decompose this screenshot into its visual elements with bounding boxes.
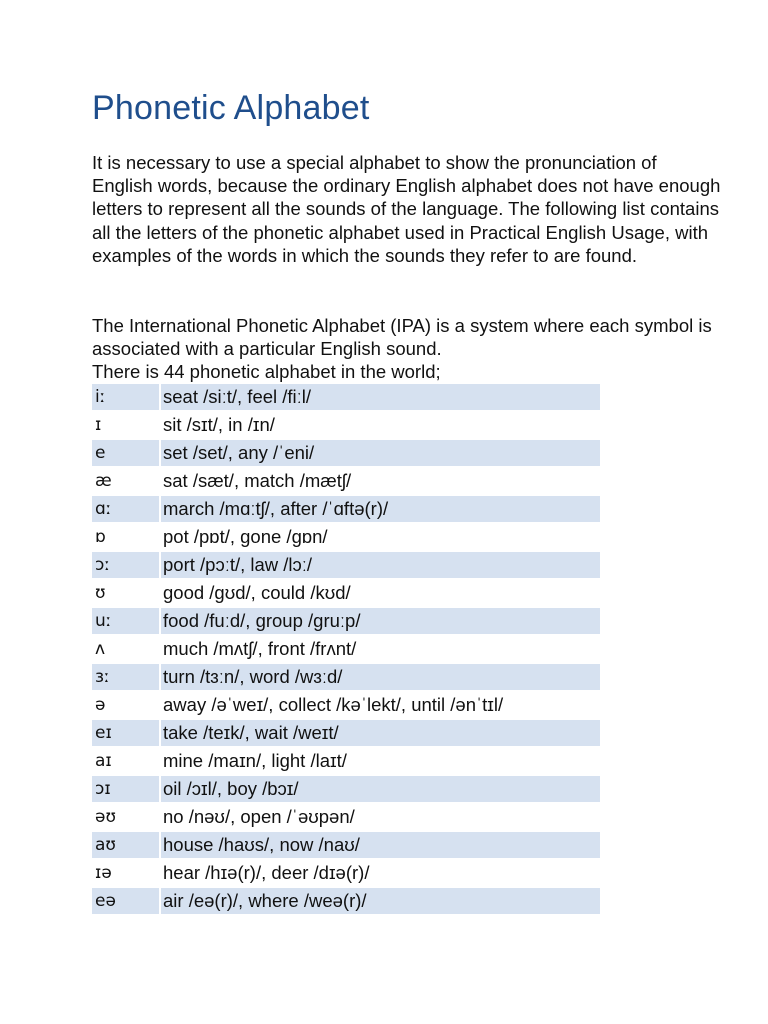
table-row xyxy=(92,439,600,467)
table-row xyxy=(92,663,600,691)
table-row xyxy=(92,775,600,803)
table-row xyxy=(92,467,600,495)
table-row xyxy=(92,411,600,439)
page-title: Phonetic Alphabet xyxy=(92,89,370,127)
example-words: hear /hɪə(r)/, deer /dɪə(r)/ xyxy=(163,862,370,883)
table-row xyxy=(92,383,600,411)
table-row xyxy=(92,523,600,551)
example-words: much /mʌtʃ/, front /frʌnt/ xyxy=(163,638,357,659)
phonetic-symbol: ɜː xyxy=(92,664,159,690)
phonetic-symbol: eɪ xyxy=(92,720,159,746)
table-row xyxy=(92,495,600,523)
phonetic-symbol: uː xyxy=(92,608,159,634)
phonetic-symbol: ʊ xyxy=(95,583,106,603)
table-row xyxy=(92,607,600,635)
table-row xyxy=(92,747,600,775)
phonetic-symbol: əʊ xyxy=(95,807,116,827)
example-words: sat /sæt/, match /mætʃ/ xyxy=(163,470,352,491)
table-row xyxy=(92,887,600,915)
phonetic-symbol: ə xyxy=(95,695,106,715)
phonetic-symbol: ɪ xyxy=(95,415,102,435)
example-words: seat /siːt/, feel /fiːl/ xyxy=(161,384,600,410)
table-row xyxy=(92,579,600,607)
example-words: air /eə(r)/, where /weə(r)/ xyxy=(161,888,600,914)
phonetic-symbol: æ xyxy=(95,471,112,491)
example-words: mine /maɪn/, light /laɪt/ xyxy=(163,750,347,771)
example-words: take /teɪk/, wait /weɪt/ xyxy=(161,720,600,746)
example-words: away /əˈweɪ/, collect /kəˈlekt/, until /ənˈtɪl/ xyxy=(163,694,504,715)
phonetic-symbol: e xyxy=(92,440,159,466)
table-row xyxy=(92,551,600,579)
phonetic-symbol: eə xyxy=(92,888,159,914)
phonetic-symbol: aʊ xyxy=(92,832,159,858)
example-words: no /nəʊ/, open /ˈəʊpən/ xyxy=(163,806,355,827)
example-words: set /set/, any /ˈeni/ xyxy=(161,440,600,466)
example-words: march /mɑːtʃ/, after /ˈɑftə(r)/ xyxy=(161,496,600,522)
table-row xyxy=(92,831,600,859)
phonetic-symbol: ɒ xyxy=(95,527,106,547)
ipa-description: The International Phonetic Alphabet (IPA) is a system where each symbol is associated with a particular English sound. xyxy=(92,315,712,360)
phonetic-symbol: ʌ xyxy=(95,639,106,659)
example-words: port /pɔːt/, law /lɔː/ xyxy=(161,552,600,578)
phonetic-symbol: ɪə xyxy=(95,863,112,883)
example-words: pot /pɒt/, gone /gɒn/ xyxy=(163,526,328,547)
example-words: sit /sɪt/, in /ɪn/ xyxy=(163,414,275,435)
example-words: good /gʊd/, could /kʊd/ xyxy=(163,582,351,603)
table-row xyxy=(92,635,600,663)
phonetic-symbol: ɔː xyxy=(92,552,159,578)
table-row xyxy=(92,803,600,831)
intro-paragraph: It is necessary to use a special alphabet to show the pronunciation of English words, because the ordinary English alphabet does not have enough letters to represent all the sounds of the language. The following list contains all the letters of the phonetic alphabet used in Practical English Usage, with examples of the words in which the sounds they refer to are found. xyxy=(92,152,721,266)
phonetic-symbol: aɪ xyxy=(95,751,112,771)
ipa-count-line: There is 44 phonetic alphabet in the world; xyxy=(92,361,441,383)
phonetic-table xyxy=(92,383,600,915)
phonetic-symbol: ɑː xyxy=(92,496,159,522)
example-words: house /haʊs/, now /naʊ/ xyxy=(161,832,600,858)
example-words: oil /ɔɪl/, boy /bɔɪ/ xyxy=(161,776,600,802)
table-row xyxy=(92,719,600,747)
example-words: turn /tɜːn/, word /wɜːd/ xyxy=(161,664,600,690)
table-row xyxy=(92,859,600,887)
table-row xyxy=(92,691,600,719)
ipa-paragraph xyxy=(92,314,722,384)
phonetic-symbol: ɔɪ xyxy=(92,776,159,802)
example-words: food /fuːd/, group /gruːp/ xyxy=(161,608,600,634)
phonetic-symbol: iː xyxy=(92,384,159,410)
